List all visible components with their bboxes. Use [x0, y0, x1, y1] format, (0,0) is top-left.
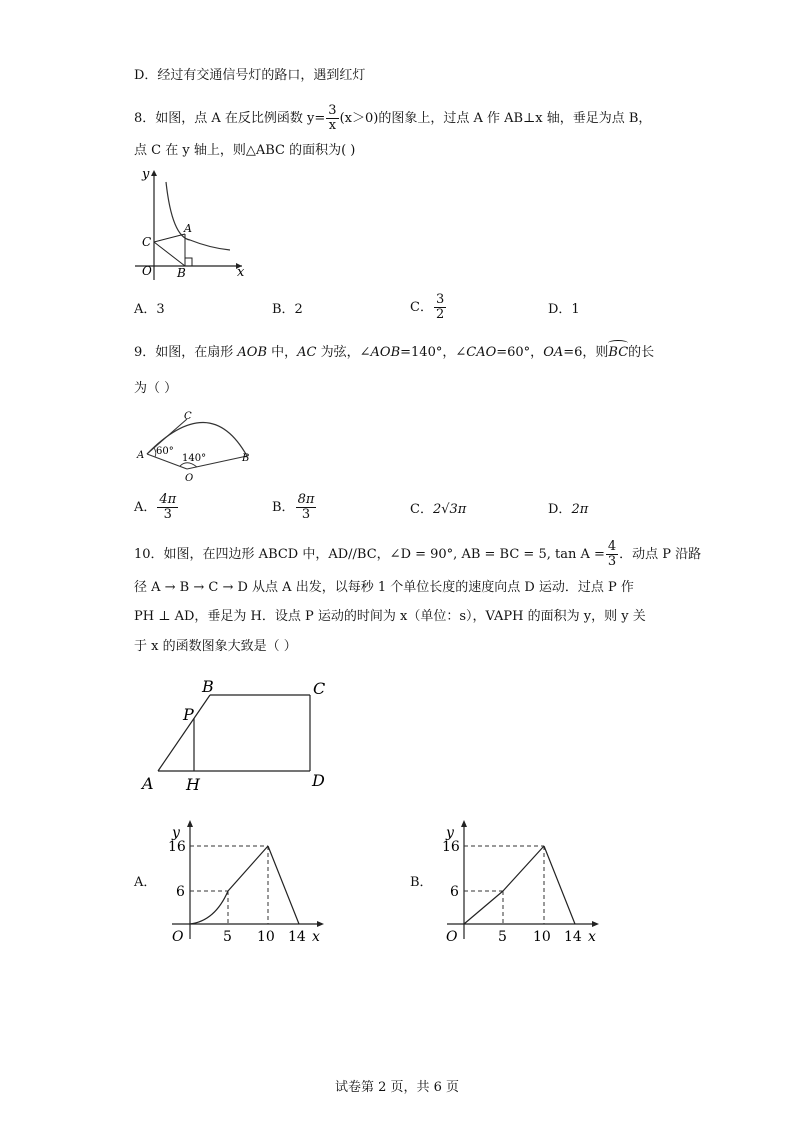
- q9-t-oa: OA: [543, 345, 564, 360]
- q10-stem-line3: PH ⊥ AD，垂足为 H．设点 P 运动的时间为 x（单位：s），VAPH 的面积为 y，则 y 关: [134, 609, 646, 624]
- q10-fig-b: B: [202, 677, 214, 696]
- q8-stem-line2: 点 C 在 y 轴上，则△ABC 的面积为( ): [134, 143, 356, 158]
- q9-fig-60: 60°: [156, 446, 174, 457]
- q8-option-a: A．3: [134, 302, 165, 317]
- q8-option-c-label: C．: [410, 300, 433, 315]
- q10-tan-num: 4: [607, 539, 617, 554]
- q8-option-d: D．1: [548, 302, 580, 317]
- q10-stem-line4: 于 x 的函数图象大致是（ ）: [134, 639, 297, 654]
- q10-graph-b-label: B．: [410, 875, 433, 890]
- q9-t7: 的长: [628, 345, 655, 360]
- q10-graph-b-x: x: [588, 929, 596, 945]
- q10-graph-a-tick-5: 5: [223, 929, 232, 945]
- q10-graph-a-o: O: [172, 929, 184, 945]
- q10-tan-den: 3: [607, 554, 617, 569]
- q8-prefix: 8．如图，点 A 在反比例函数 y=: [134, 111, 326, 126]
- q9-option-c: [410, 500, 466, 520]
- q8-option-c: [410, 293, 447, 322]
- q10-fig-d: D: [312, 771, 325, 790]
- q9-t1: 9．如图，在扇形: [134, 345, 238, 360]
- q10-graph-a-y: y: [172, 825, 180, 841]
- q9-option-b-num: 8π: [297, 492, 315, 507]
- q10-graph-b-tick-14: 14: [564, 929, 582, 945]
- q8-fig-x: x: [237, 265, 245, 280]
- q10-graph-a-tick-10: 10: [257, 929, 275, 945]
- q8-option-c-frac: [434, 293, 446, 322]
- q9-stem-line1: [134, 343, 654, 363]
- q8-frac-den: x: [328, 118, 337, 133]
- q9-option-a-frac: [157, 493, 178, 522]
- q8-fig-y: y: [142, 167, 150, 182]
- q8-fig-o: O: [142, 264, 152, 278]
- q9-option-a-den: 3: [163, 507, 172, 522]
- q9-t6: =6，则: [563, 345, 609, 360]
- q8-option-b: B．2: [272, 302, 303, 317]
- q10-fig-a: A: [142, 774, 154, 793]
- q10-quadrilateral-figure: [135, 675, 335, 800]
- q10-stem-line2: 径 A → B → C → D 从点 A 出发，以每秒 1 个单位长度的速度向点 D 运动．过点 P 作: [134, 580, 634, 595]
- q8-suffix: (x＞0)的图象上，过点 A 作 AB⊥x 轴，垂足为点 B，: [339, 111, 652, 126]
- q10-graph-b-tick-5: 5: [498, 929, 507, 945]
- q9-option-b: [272, 493, 317, 522]
- q9-option-d-label: D．: [548, 502, 572, 517]
- q9-option-b-frac: [296, 493, 317, 522]
- q9-t-aob: AOB: [237, 345, 268, 360]
- q10-graph-b: [435, 815, 610, 945]
- q10-graph-a-x: x: [312, 929, 320, 945]
- q10-graph-a-tick-6: 6: [176, 884, 185, 900]
- q8-fig-a: A: [184, 222, 192, 235]
- q10-line1: 10．如图，在四边形 ABCD 中，AD//BC，∠D = 90°, AB = BC = 5, tan A =: [134, 547, 605, 562]
- q8-frac-num: 3: [328, 103, 337, 118]
- q9-option-b-label: B．: [272, 500, 295, 515]
- q9-t-ac: AC: [297, 345, 317, 360]
- q9-fig-b: B: [242, 453, 250, 464]
- q9-t-aob2: AOB: [370, 345, 401, 360]
- q9-option-a-num: 4π: [159, 492, 177, 507]
- q9-option-a: [134, 493, 179, 522]
- q9-option-d-val: 2π: [571, 502, 589, 517]
- q10-graph-b-tick-10: 10: [533, 929, 551, 945]
- q9-option-b-den: 3: [301, 507, 311, 522]
- q9-figure: [130, 405, 260, 485]
- q8-fig-c: C: [142, 235, 152, 249]
- q9-t5: =60°，: [496, 345, 544, 360]
- page-footer: 试卷第 2 页，共 6 页: [334, 1080, 460, 1095]
- q9-stem-line2: 为（ ）: [134, 381, 178, 396]
- q10-fig-c: C: [313, 679, 326, 698]
- q10-graph-b-y: y: [446, 825, 454, 841]
- q9-arc-bc: BC: [608, 343, 628, 363]
- q8-option-c-num: 3: [435, 292, 445, 307]
- q9-t3: 为弦，∠: [316, 345, 371, 360]
- q9-option-c-val: 2√3π: [432, 502, 467, 517]
- q10-line1-end: ．动点 P 沿路: [619, 547, 702, 562]
- q8-option-c-den: 2: [435, 307, 445, 322]
- q9-option-c-label: C．: [410, 502, 433, 517]
- q10-fig-h: H: [186, 775, 200, 794]
- q9-option-d: [548, 500, 588, 520]
- q9-fig-o: O: [185, 473, 194, 484]
- q9-t-cao: CAO: [466, 345, 497, 360]
- q9-fig-a: A: [137, 450, 145, 461]
- q10-tan-frac: [606, 540, 618, 569]
- q7-option-d: D．经过有交通信号灯的路口，遇到红灯: [134, 68, 366, 83]
- q10-graph-b-o: O: [446, 929, 458, 945]
- q9-t4: =140°，∠: [400, 345, 467, 360]
- q10-graph-a: [160, 815, 335, 945]
- q8-stem-line1: [134, 104, 651, 133]
- q10-fig-p: P: [183, 705, 194, 724]
- q9-fig-140: 140°: [182, 453, 207, 464]
- q10-graph-b-tick-6: 6: [450, 884, 459, 900]
- q10-graph-a-tick-14: 14: [288, 929, 306, 945]
- q9-t2: 中，: [267, 345, 298, 360]
- q10-stem-line1: [134, 540, 701, 569]
- q10-graph-a-tick-16: 16: [168, 839, 186, 855]
- q9-option-a-label: A．: [134, 500, 157, 515]
- q8-fraction: [326, 104, 338, 133]
- q9-fig-c: C: [184, 411, 192, 422]
- q8-figure: [130, 162, 255, 282]
- q8-fig-b: B: [177, 266, 186, 280]
- q10-graph-b-tick-16: 16: [442, 839, 460, 855]
- q10-graph-a-label: A．: [134, 875, 157, 890]
